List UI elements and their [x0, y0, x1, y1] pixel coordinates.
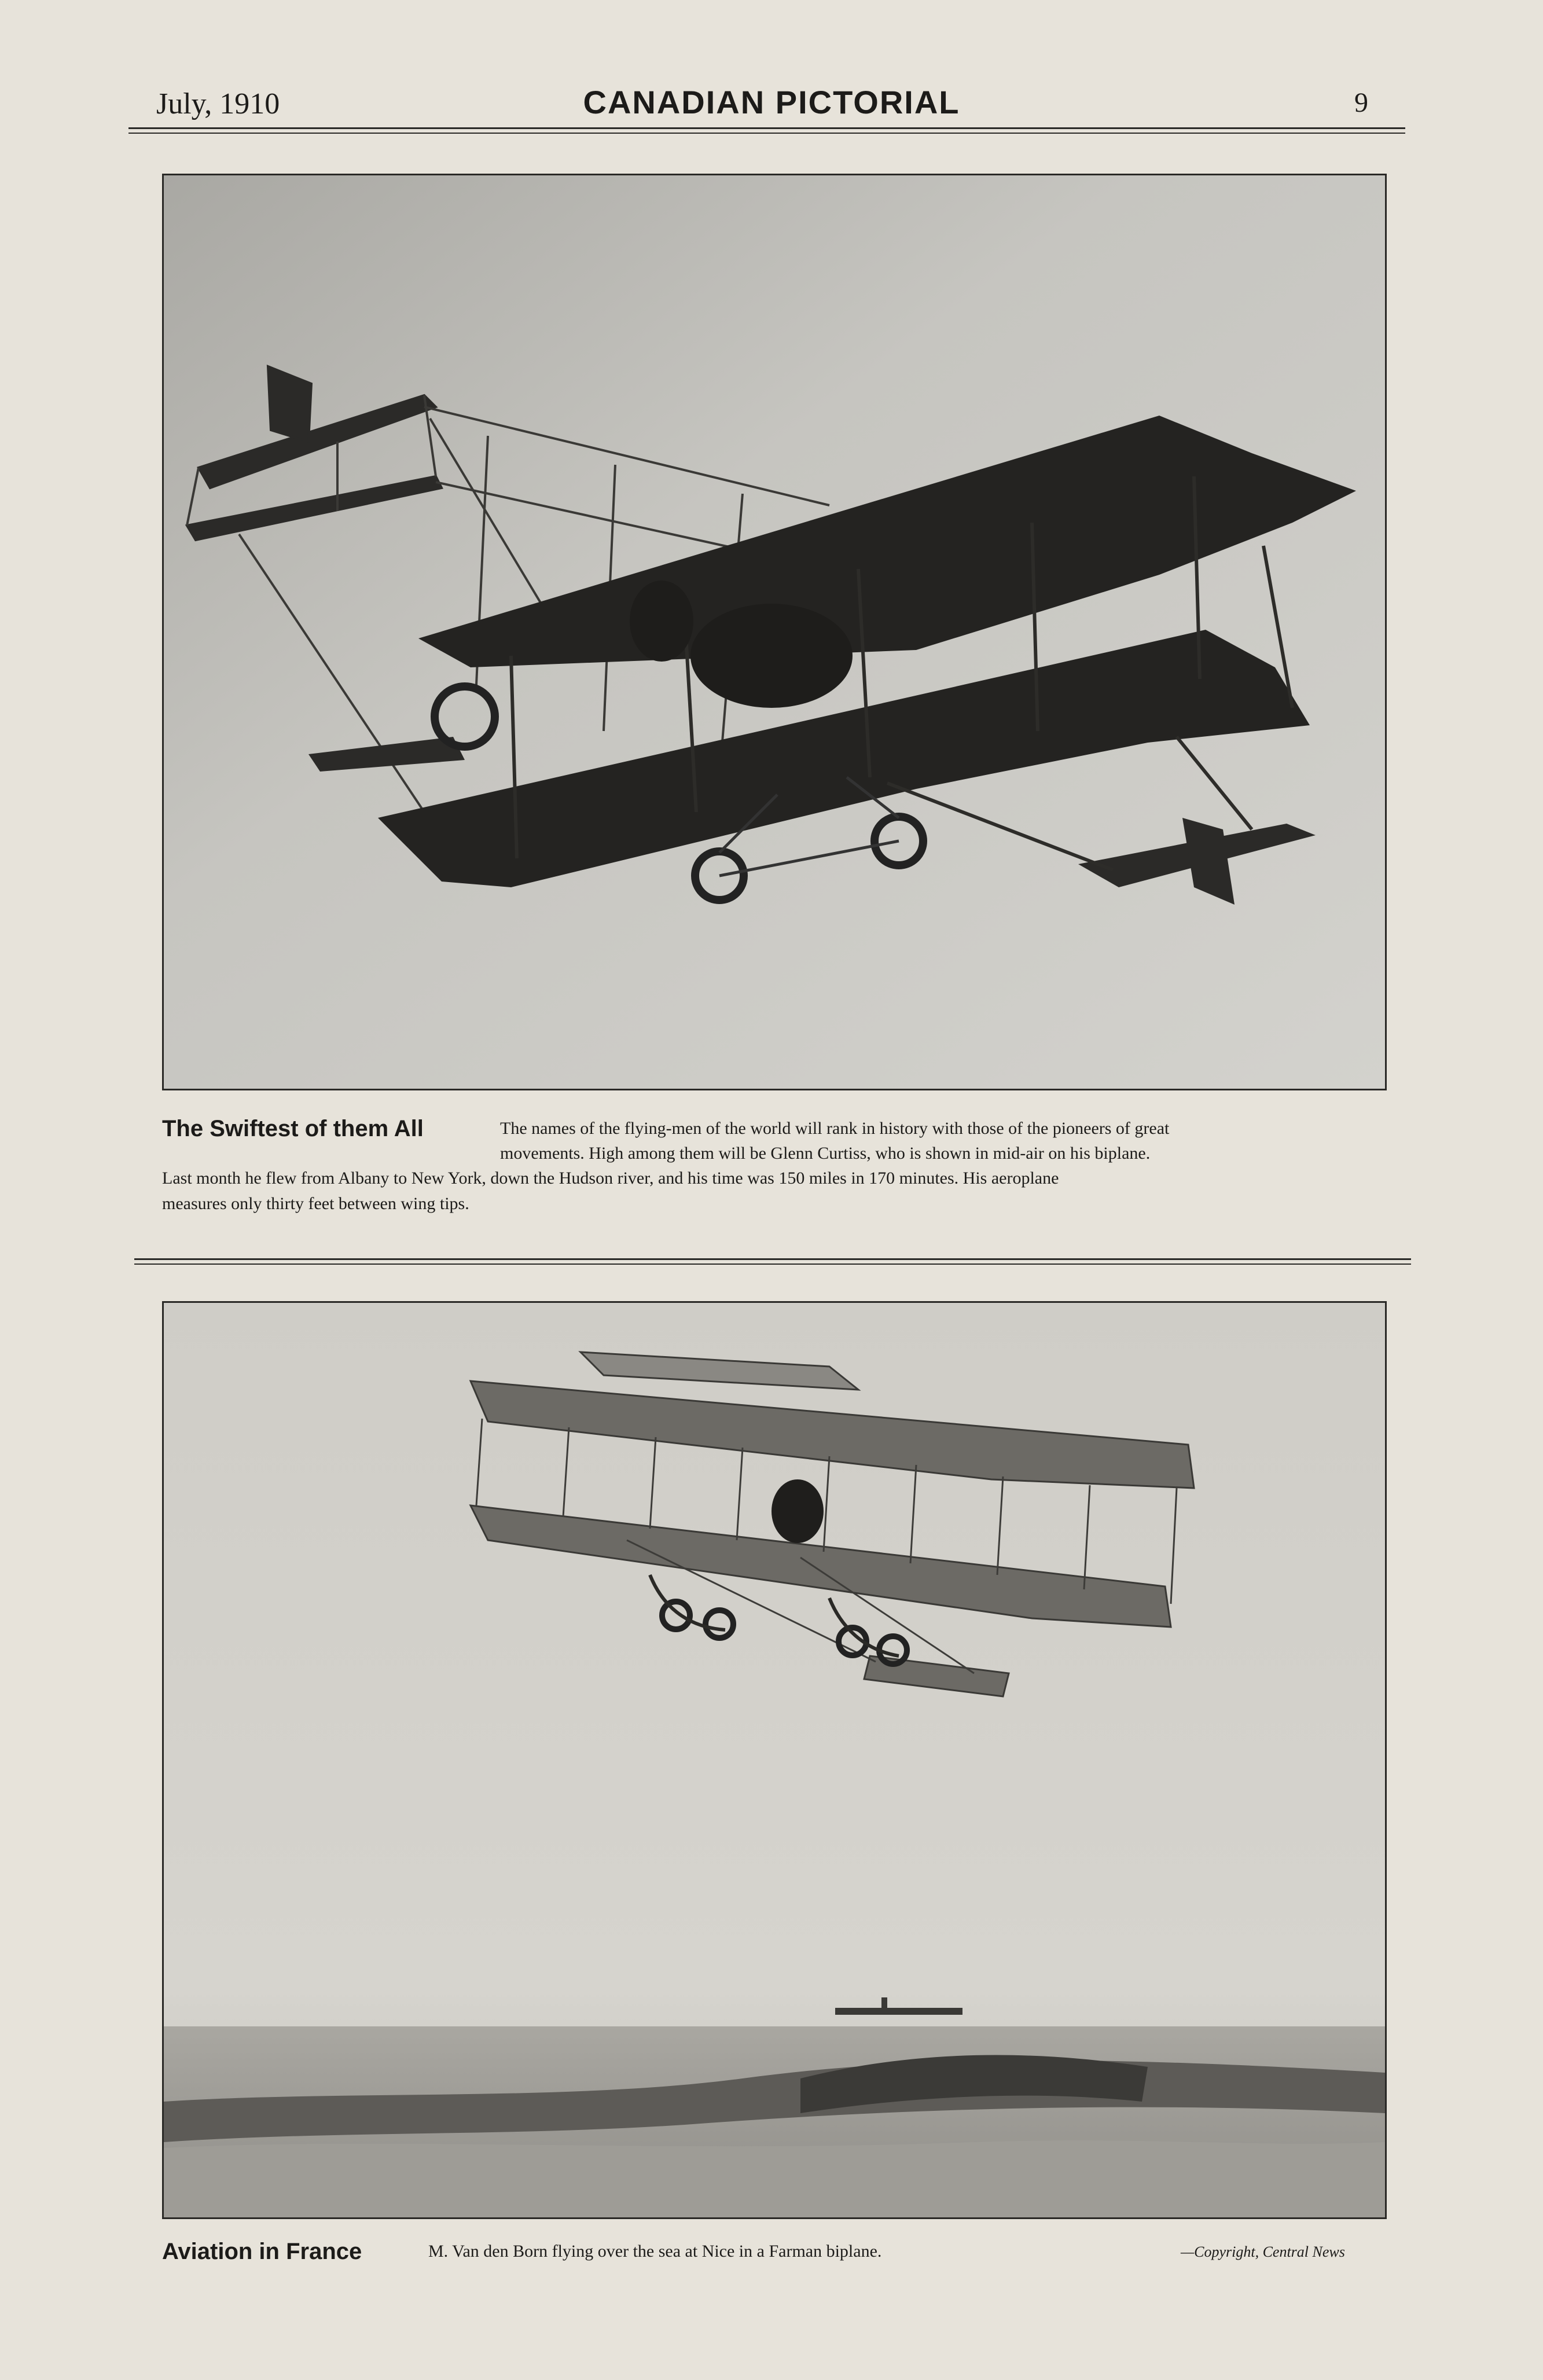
page-number: 9: [1354, 87, 1368, 118]
header-rule: [128, 127, 1405, 134]
caption-text-farman: M. Van den Born flying over the sea at Nice in a Farman biplane.: [428, 2242, 882, 2261]
caption-text-line-1: The names of the flying-men of the world will rank in history with those of the pioneers of great: [500, 1119, 1170, 1138]
caption-text-line-3: Last month he flew from Albany to New York, down the Hudson river, and his time was 150 miles in 170 minutes. His aeroplane: [162, 1169, 1059, 1188]
caption-title-swiftest: The Swiftest of them All: [162, 1116, 424, 1141]
issue-date: July, 1910: [156, 87, 280, 120]
photo-credit: —Copyright, Central News: [1181, 2243, 1345, 2260]
caption-text-line-4: measures only thirty feet between wing tips.: [162, 1194, 469, 1213]
caption-text-line-2: movements. High among them will be Glenn Curtiss, who is shown in mid-air on his biplane.: [500, 1144, 1151, 1163]
section-rule: [134, 1258, 1411, 1265]
photo-curtiss-biplane: [162, 174, 1387, 1090]
photo-farman-biplane: [162, 1301, 1387, 2219]
curtiss-biplane-image: [164, 175, 1385, 1089]
caption-title-aviation: Aviation in France: [162, 2239, 362, 2264]
publication-title: CANADIAN PICTORIAL: [583, 84, 960, 120]
farman-biplane-image: [164, 1303, 1385, 2217]
